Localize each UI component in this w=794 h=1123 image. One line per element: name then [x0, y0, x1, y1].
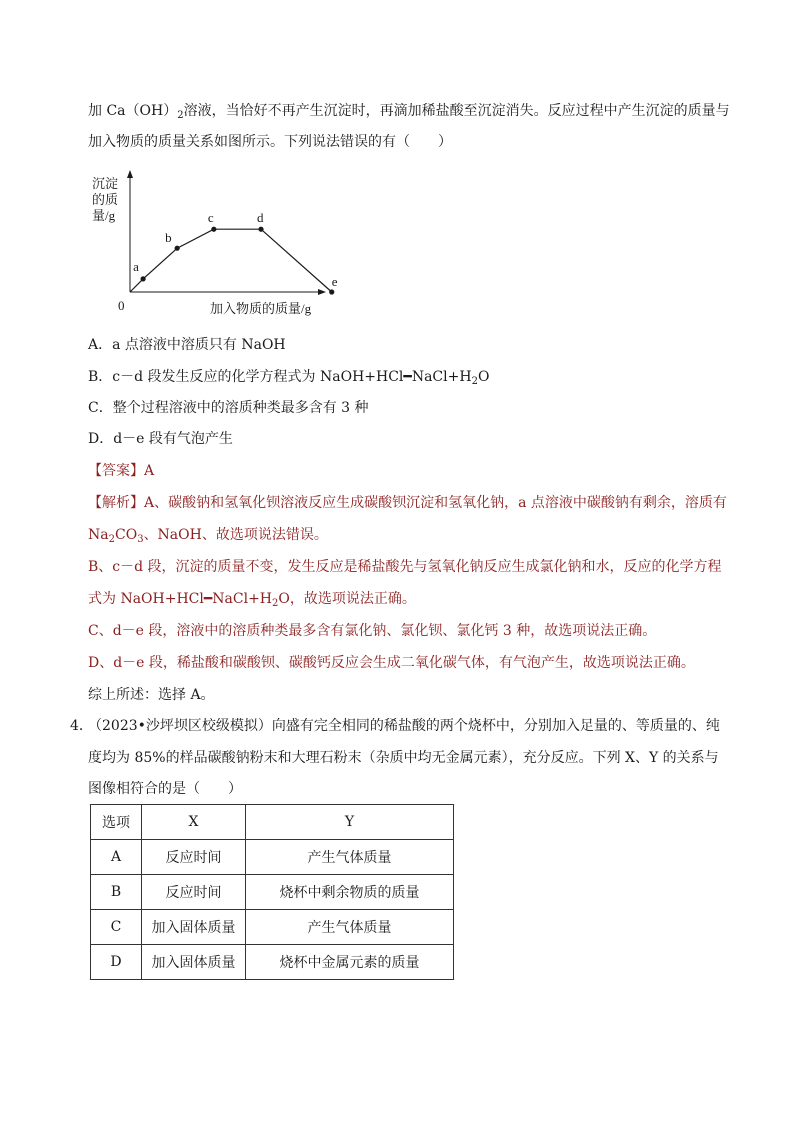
analysis-line-3: B、c－d 段，沉淀的质量不变，发生反应是稀盐酸先与氢氧化钠反应生成氯化钠和水，反应的化学方程	[88, 559, 722, 575]
q4-stem-line-2: 度均为 85%的样品碳酸钠粉末和大理石粉末（杂质中均无金属元素），充分反应。下列 X、Y 的关系与	[88, 750, 719, 766]
chart-point-label-d: d	[257, 210, 264, 226]
precipitate-mass-chart	[88, 168, 338, 318]
table-row	[91, 945, 454, 980]
q3-stem-sub-2: 2	[177, 110, 184, 121]
chart-point-label-c: c	[207, 210, 214, 226]
table-cell: 反应时间	[142, 875, 246, 910]
table-cell: 产生气体质量	[246, 910, 454, 945]
q3-stem-part-a: 加 Ca（OH）	[88, 103, 178, 119]
chart-origin-label: 0	[118, 298, 125, 313]
chart-y-arrow	[127, 170, 133, 178]
analysis-line-6: D、d－e 段，稀盐酸和碳酸钡、碳酸钙反应会生成二氧化碳气体，有气泡产生，故选项说法正确。	[88, 655, 695, 671]
q4-options-table	[90, 804, 454, 980]
q3-option-c: C．整个过程溶液中的溶质种类最多含有 3 种	[88, 400, 369, 416]
table-cell: D	[91, 945, 142, 980]
chart-ylabel-line-3: 量/g	[92, 208, 116, 223]
chart-xlabel: 加入物质的质量/g	[210, 301, 312, 316]
chart-point-b	[175, 246, 180, 251]
analysis-line-4: 式为 $NaOH+HCl━NaCl+H_2O$，故选项说法正确。	[88, 591, 416, 609]
q3-stem-line-1	[88, 102, 730, 125]
q3-option-b: B．c－d 段发生反应的化学方程式为 $NaOH+HCl━NaCl+H_2O$	[88, 369, 490, 387]
chart-point-e	[329, 289, 334, 294]
table-row	[91, 875, 454, 910]
table-cell: 加入固体质量	[142, 910, 246, 945]
q3-stem-part-b: 溶液，当恰好不再产生沉淀时，再滴加稀盐酸至沉淀消失。反应过程中产生沉淀的质量与	[183, 103, 730, 119]
table-cell: A	[91, 840, 142, 875]
q3-stem-line-2: 加入物质的质量关系如图所示。下列说法错误的有（ ）	[88, 134, 452, 150]
q3-option-d: D．d－e 段有气泡产生	[88, 431, 233, 447]
table-cell: 加入固体质量	[142, 945, 246, 980]
analysis-line-5: C、d－e 段，溶液中的溶质种类最多含有氯化钠、氯化钡、氯化钙 3 种，故选项说法正确。	[88, 623, 657, 639]
analysis-text-1: A、碳酸钠和氢氧化钡溶液反应生成碳酸钡沉淀和氢氧化钠，a 点溶液中碳酸钠有剩余，溶质有	[144, 495, 727, 511]
summary: 综上所述：选择 A。	[88, 687, 215, 703]
table-cell: C	[91, 910, 142, 945]
table-cell: 烧杯中剩余物质的质量	[246, 875, 454, 910]
chart-x-arrow	[318, 289, 326, 295]
table-header-row	[91, 805, 454, 840]
table-row	[91, 840, 454, 875]
chart-ylabel-line-1: 沉淀	[92, 176, 119, 191]
q4-number: 4．	[70, 718, 93, 734]
q4-stem-line-1: （2023•沙坪坝区校级模拟）向盛有完全相同的稀盐酸的两个烧杯中，分别加入足量的、等质量的、纯	[88, 718, 720, 734]
chart-point-a	[141, 276, 146, 281]
table-header-cell: X	[142, 805, 246, 840]
analysis-line-2: $Na_2CO_3$、NaOH、故选项说法错误。	[88, 527, 328, 545]
table-header-cell: 选项	[91, 805, 142, 840]
chart-point-label-a: a	[133, 258, 139, 274]
q4-stem-line-3: 图像相符合的是（ ）	[88, 781, 242, 797]
chart-ylabel-line-2: 的质	[92, 192, 119, 207]
table-cell: B	[91, 875, 142, 910]
q3-option-a: A．a 点溶液中溶质只有 NaOH	[88, 337, 286, 353]
chart-point-d	[258, 227, 263, 232]
chart-curve	[130, 229, 332, 292]
table-row	[91, 910, 454, 945]
table-cell: 反应时间	[142, 840, 246, 875]
chart-point-c	[211, 227, 216, 232]
analysis-line-1	[88, 494, 727, 512]
chart-point-label-b: b	[165, 230, 172, 246]
table-header-cell: Y	[246, 805, 454, 840]
answer: 【答案】A	[88, 463, 155, 479]
chart-point-label-e: e	[331, 274, 338, 289]
table-cell: 产生气体质量	[246, 840, 454, 875]
table-cell: 烧杯中金属元素的质量	[246, 945, 454, 980]
analysis-label: 【解析】	[88, 495, 144, 511]
